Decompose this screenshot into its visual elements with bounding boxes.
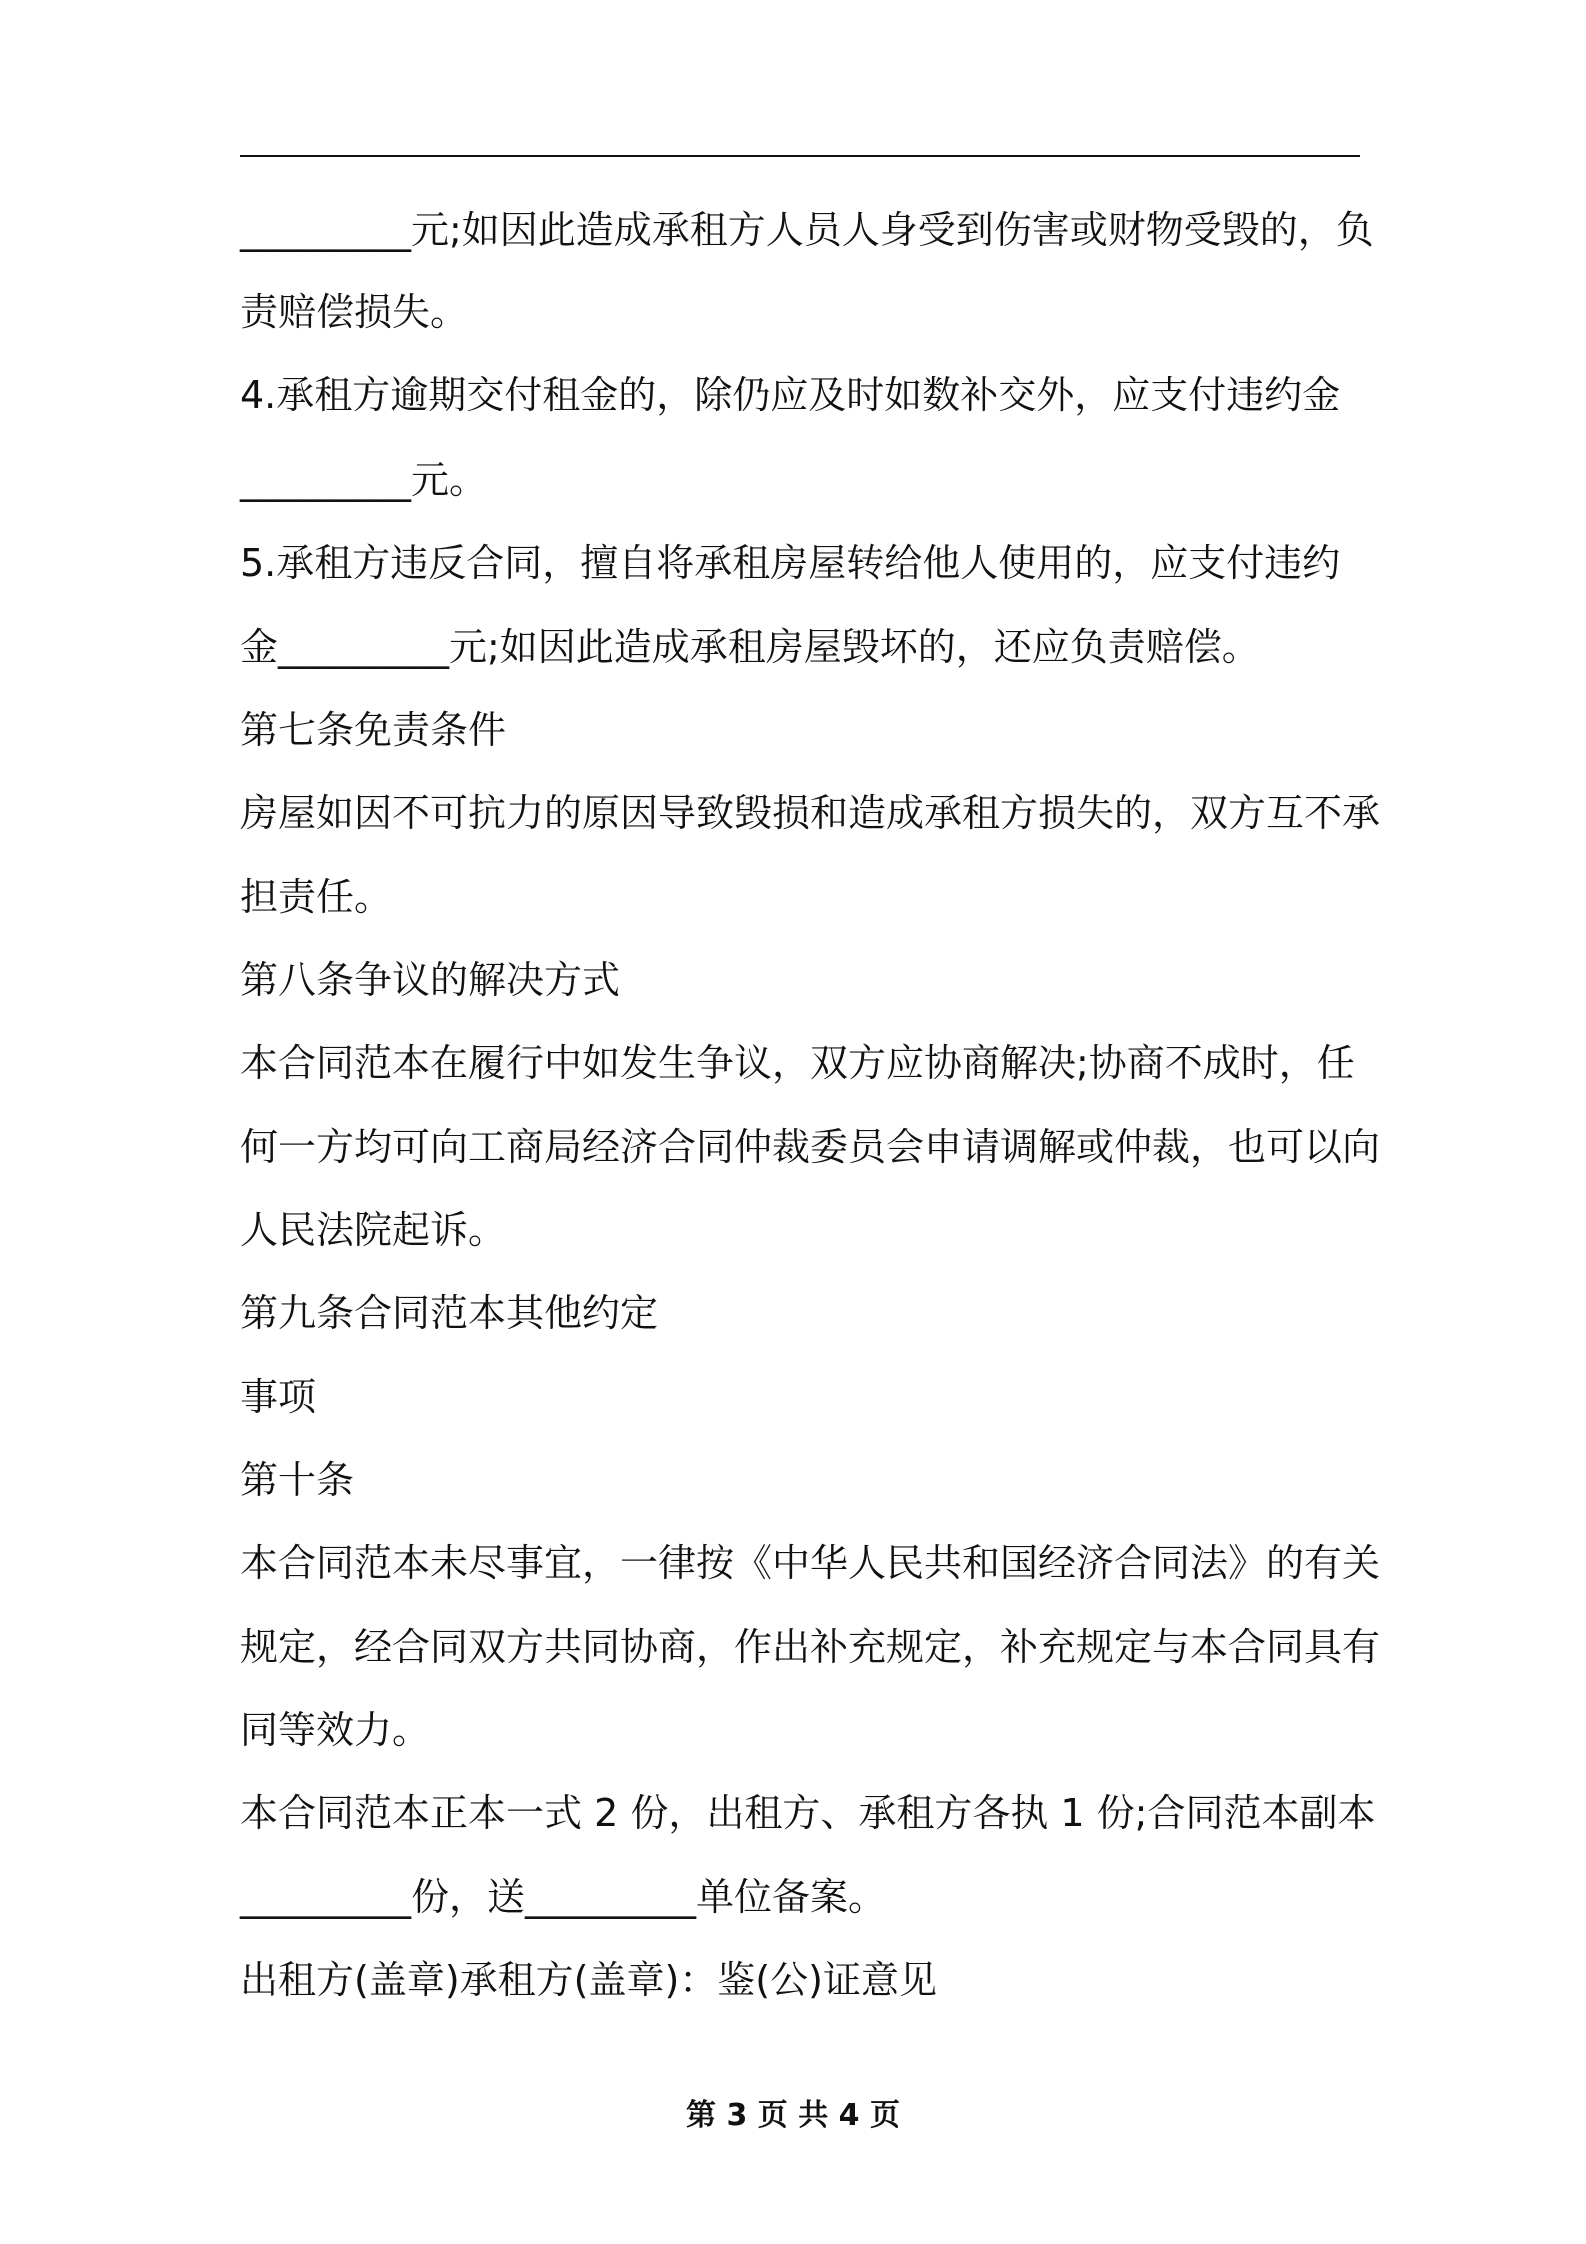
section-heading: 第八条争议的解决方式 bbox=[240, 958, 621, 1002]
text-line: 本合同范本正本一式 2 份，出租方、承租方各执 1 份;合同范本副本 bbox=[240, 1791, 1376, 1835]
section-heading: 第十条 bbox=[240, 1458, 355, 1502]
text-line: 本合同范本未尽事宜，一律按《中华人民共和国经济合同法》的有关 bbox=[240, 1541, 1381, 1585]
text-line: 责赔偿损失。 bbox=[240, 290, 469, 334]
text-line: 担责任。 bbox=[240, 875, 393, 919]
text-line: 规定，经合同双方共同协商，作出补充规定，补充规定与本合同具有 bbox=[240, 1625, 1381, 1669]
text-line: _________元;如因此造成承租方人员人身受到伤害或财物受毁的，负 bbox=[240, 208, 1374, 252]
page-number-label: 第 3 页 共 4 页 bbox=[686, 2098, 900, 2133]
text-line: 5.承租方违反合同，擅自将承租房屋转给他人使用的，应支付违约 bbox=[240, 541, 1341, 585]
text-line: 房屋如因不可抗力的原因导致毁损和造成承租方损失的，双方互不承 bbox=[240, 791, 1381, 835]
text-line: 本合同范本在履行中如发生争议，双方应协商解决;协商不成时，任 bbox=[240, 1041, 1355, 1085]
text-line: 人民法院起诉。 bbox=[240, 1208, 507, 1252]
text-line: 4.承租方逾期交付租金的，除仍应及时如数补交外，应支付违约金 bbox=[240, 373, 1341, 417]
signature-line: 出租方(盖章)承租方(盖章)：鉴(公)证意见 bbox=[240, 1958, 937, 2002]
text-line: _________元。 bbox=[240, 458, 488, 502]
text-line: 同等效力。 bbox=[240, 1708, 431, 1752]
text-line: 金_________元;如因此造成承租房屋毁坏的，还应负责赔偿。 bbox=[240, 625, 1260, 669]
text-line: _________份，送_________单位备案。 bbox=[240, 1875, 887, 1919]
header-rule bbox=[240, 155, 1360, 157]
page-footer bbox=[0, 2090, 1586, 2134]
section-heading: 第九条合同范本其他约定 bbox=[240, 1291, 659, 1335]
text-line: 何一方均可向工商局经济合同仲裁委员会申请调解或仲裁，也可以向 bbox=[240, 1125, 1381, 1169]
section-heading: 第七条免责条件 bbox=[240, 708, 507, 752]
section-heading: 事项 bbox=[240, 1375, 317, 1419]
